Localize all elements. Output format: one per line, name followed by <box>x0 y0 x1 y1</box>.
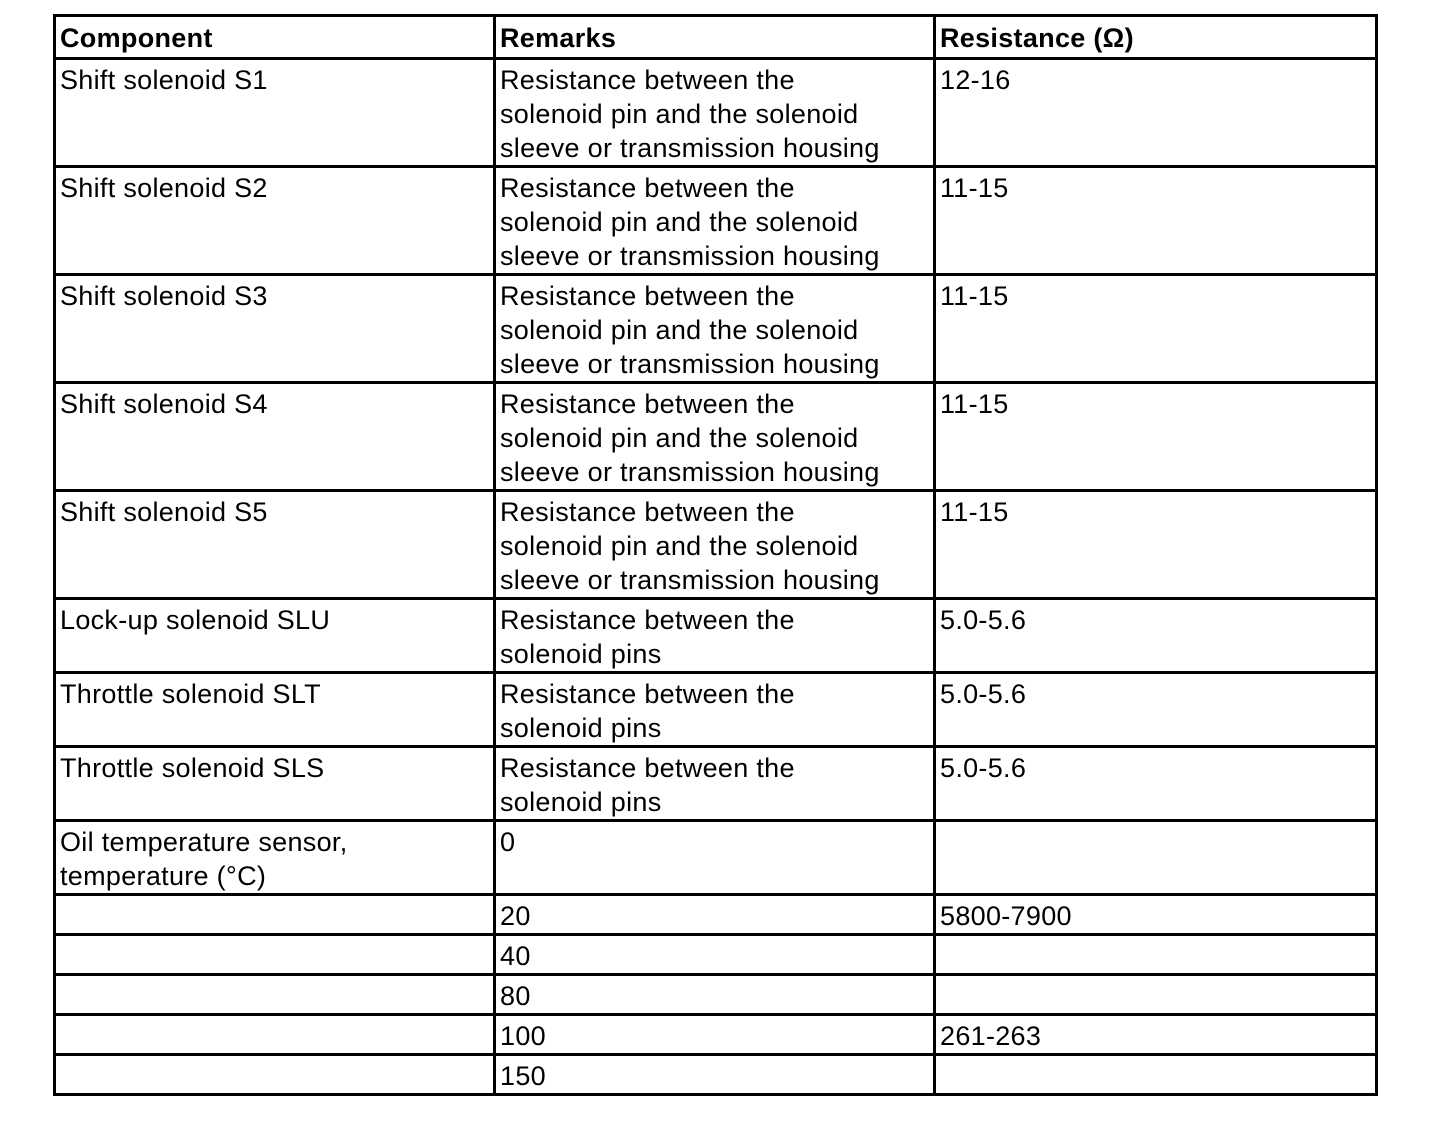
remarks-cell: Resistance between the solenoid pin and the solenoid sleeve or transmission housing <box>495 167 935 275</box>
component-cell: Shift solenoid S2 <box>55 167 495 275</box>
remarks-cell: Resistance between the solenoid pin and the solenoid sleeve or transmission housing <box>495 59 935 167</box>
resistance-cell: 261-263 <box>935 1015 1377 1055</box>
header-resistance: Resistance (Ω) <box>935 16 1377 59</box>
component-cell: Throttle solenoid SLT <box>55 673 495 747</box>
table-row <box>55 491 1377 599</box>
remarks-cell: Resistance between the solenoid pin and the solenoid sleeve or transmission housing <box>495 491 935 599</box>
resistance-cell <box>935 1055 1377 1095</box>
resistance-cell: 5.0-5.6 <box>935 673 1377 747</box>
table-row <box>55 167 1377 275</box>
table-header-row <box>55 16 1377 59</box>
remarks-cell: 20 <box>495 895 935 935</box>
component-cell <box>55 895 495 935</box>
table-row <box>55 975 1377 1015</box>
remarks-cell: Resistance between the solenoid pin and the solenoid sleeve or transmission housing <box>495 383 935 491</box>
component-cell: Shift solenoid S1 <box>55 59 495 167</box>
resistance-cell: 12-16 <box>935 59 1377 167</box>
component-cell: Lock-up solenoid SLU <box>55 599 495 673</box>
component-cell <box>55 975 495 1015</box>
remarks-cell: Resistance between the solenoid pins <box>495 747 935 821</box>
table-row <box>55 275 1377 383</box>
table-row <box>55 1055 1377 1095</box>
header-component: Component <box>55 16 495 59</box>
component-cell: Oil temperature sensor, temperature (°C) <box>55 821 495 895</box>
remarks-cell: Resistance between the solenoid pin and the solenoid sleeve or transmission housing <box>495 275 935 383</box>
remarks-cell: 0 <box>495 821 935 895</box>
resistance-cell: 11-15 <box>935 167 1377 275</box>
table-row <box>55 895 1377 935</box>
table-row <box>55 821 1377 895</box>
component-cell <box>55 1055 495 1095</box>
resistance-cell: 5.0-5.6 <box>935 747 1377 821</box>
component-cell: Shift solenoid S5 <box>55 491 495 599</box>
component-cell: Shift solenoid S3 <box>55 275 495 383</box>
resistance-cell: 5.0-5.6 <box>935 599 1377 673</box>
resistance-cell: 11-15 <box>935 383 1377 491</box>
table-row <box>55 935 1377 975</box>
remarks-cell: Resistance between the solenoid pins <box>495 599 935 673</box>
remarks-cell: 40 <box>495 935 935 975</box>
remarks-cell: 100 <box>495 1015 935 1055</box>
table-row <box>55 59 1377 167</box>
resistance-cell <box>935 935 1377 975</box>
remarks-cell: Resistance between the solenoid pins <box>495 673 935 747</box>
resistance-cell: 11-15 <box>935 275 1377 383</box>
resistance-cell <box>935 821 1377 895</box>
component-cell <box>55 935 495 975</box>
remarks-cell: 80 <box>495 975 935 1015</box>
component-cell: Throttle solenoid SLS <box>55 747 495 821</box>
table-row <box>55 747 1377 821</box>
table-row <box>55 599 1377 673</box>
resistance-cell <box>935 975 1377 1015</box>
table-row <box>55 383 1377 491</box>
component-cell: Shift solenoid S4 <box>55 383 495 491</box>
header-remarks: Remarks <box>495 16 935 59</box>
remarks-cell: 150 <box>495 1055 935 1095</box>
resistance-cell: 5800-7900 <box>935 895 1377 935</box>
table-row <box>55 1015 1377 1055</box>
resistance-cell: 11-15 <box>935 491 1377 599</box>
table-row <box>55 673 1377 747</box>
resistance-spec-table <box>53 14 1378 1096</box>
component-cell <box>55 1015 495 1055</box>
